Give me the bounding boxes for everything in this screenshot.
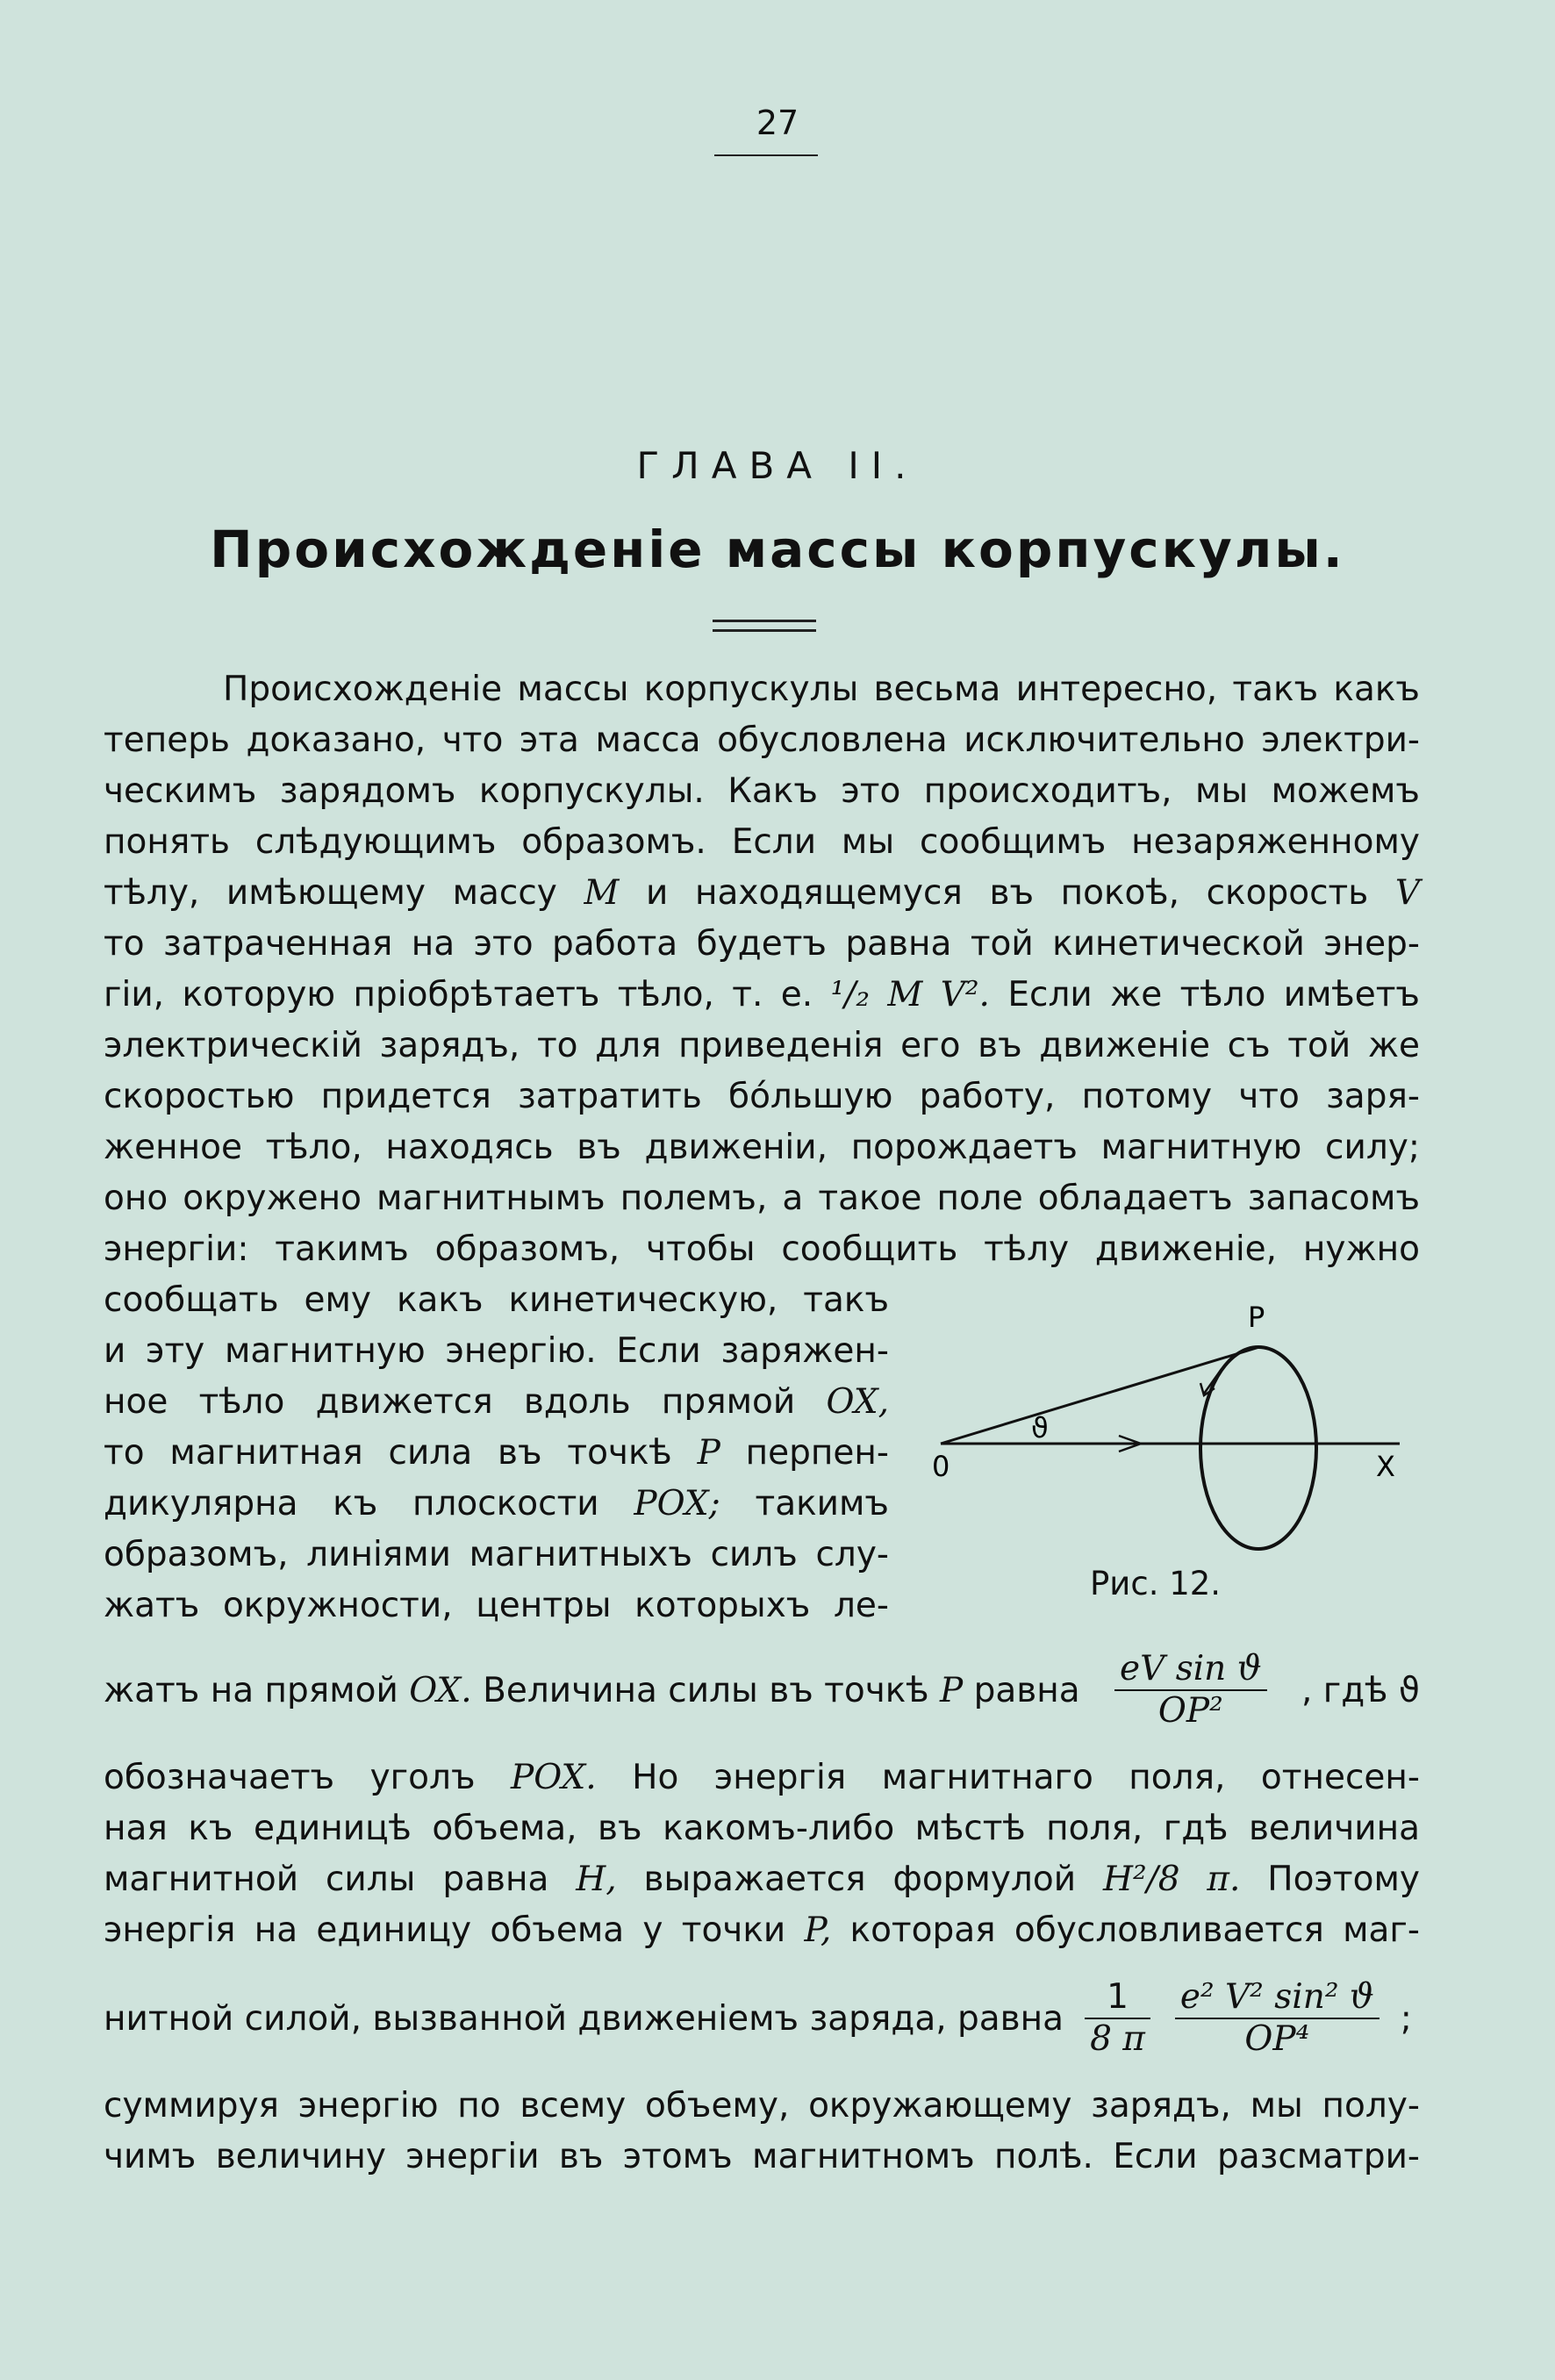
text-line: электрическій зарядъ, то для приведенія его въ движеніе съ той же <box>104 1026 1420 1065</box>
fraction-energy: $\frac{\text{e² V² sin² ϑ}}{\text{OP⁴}}$ <box>1175 1977 1379 2060</box>
page-number-rule <box>714 154 818 156</box>
text-line: образомъ, линіями магнитныхъ силъ слу- <box>104 1535 889 1574</box>
text-line: женное тѣло, находясь въ движеніи, порождаетъ магнитную силу; <box>104 1128 1420 1167</box>
text-line: обозначаетъ уголъ POX. Но энергія магнитнаго поля, отнесен- <box>104 1758 1420 1797</box>
title-rule-top <box>713 620 816 622</box>
text-line: чимъ величину энергіи въ этомъ магнитномъ полѣ. Если разсматри- <box>104 2137 1420 2176</box>
text-line: ная къ единицѣ объема, въ какомъ-либо мѣстѣ поля, гдѣ величина <box>104 1809 1420 1848</box>
label-theta: ϑ <box>1031 1411 1049 1444</box>
text-line: то затраченная на это работа будетъ равна той кинетической энер- <box>104 924 1420 964</box>
page-number: 27 <box>756 104 799 142</box>
text-line: то магнитная сила въ точкѣ P перпен- <box>104 1433 889 1473</box>
text-line-formula: жатъ на прямой OX. Величина силы въ точкѣ P равна $\frac{\text{eV sin ϑ}}{\text{OP²}}$ , гдѣ ϑ <box>104 1649 1420 1731</box>
fraction-force: $\frac{\text{eV sin ϑ}}{\text{OP²}}$ <box>1114 1649 1267 1731</box>
text-line: оно окружено магнитнымъ полемъ, а такое поле обладаетъ запасомъ <box>104 1179 1420 1218</box>
text-line: ное тѣло движется вдоль прямой OX, <box>104 1382 889 1422</box>
text-line: ческимъ зарядомъ корпускулы. Какъ это происходитъ, мы можемъ <box>104 771 1420 811</box>
text-line: Происхожденіе массы корпускулы весьма интересно, такъ какъ <box>223 670 1420 709</box>
text-line: скоростью придется затратить бóльшую работу, потому что заря- <box>104 1077 1420 1116</box>
text-line: суммируя энергію по всему объему, окружающему зарядъ, мы полу- <box>104 2086 1420 2126</box>
text-line: сообщать ему какъ кинетическую, такъ <box>104 1280 889 1320</box>
text-line: теперь доказано, что эта масса обусловлена исключительно электри- <box>104 720 1420 760</box>
label-o: 0 <box>932 1450 950 1483</box>
text-line: и эту магнитную энергію. Если заряжен- <box>104 1331 889 1371</box>
text-line: жатъ окружности, центры которыхъ ле- <box>104 1586 889 1625</box>
text-line: энергіи: такимъ образомъ, чтобы сообщить тѣлу движеніе, нужно <box>104 1229 1420 1269</box>
text-line: энергія на единицу объема у точки P, которая обусловливается маг- <box>104 1910 1420 1950</box>
chapter-heading: ГЛАВА II. <box>636 444 919 487</box>
text-line: тѣлу, имѣющему массу M и находящемуся въ покоѣ, скорость V <box>104 873 1420 913</box>
label-p: P <box>1248 1301 1265 1334</box>
ray-op <box>941 1347 1259 1444</box>
text-line-formula: нитной силой, вызванной движеніемъ заряда, равна $\frac{1}{8 \pi}$ $\frac{\text{e² V² sin² ϑ}}{\text{OP⁴}}$ ; <box>104 1977 1412 2059</box>
figure-12-diagram <box>921 1290 1413 1553</box>
label-x: X <box>1376 1450 1395 1483</box>
field-circle <box>1200 1347 1316 1549</box>
title-rule-bottom <box>713 629 816 632</box>
figure-caption: Рис. 12. <box>1090 1565 1222 1602</box>
chapter-title: Происхожденіе массы корпускулы. <box>210 520 1345 579</box>
text-line: магнитной силы равна H, выражается формулой H²/8 π. Поэтому <box>104 1860 1420 1899</box>
fraction-one-over-8pi: $\frac{1}{8 \pi}$ <box>1085 1977 1150 2060</box>
text-line: дикулярна къ плоскости POX; такимъ <box>104 1484 889 1523</box>
text-line: понять слѣдующимъ образомъ. Если мы сообщимъ незаряженному <box>104 822 1420 862</box>
text-line: гіи, которую пріобрѣтаетъ тѣло, т. е. ¹/₂ M V². Если же тѣло имѣетъ <box>104 975 1420 1014</box>
